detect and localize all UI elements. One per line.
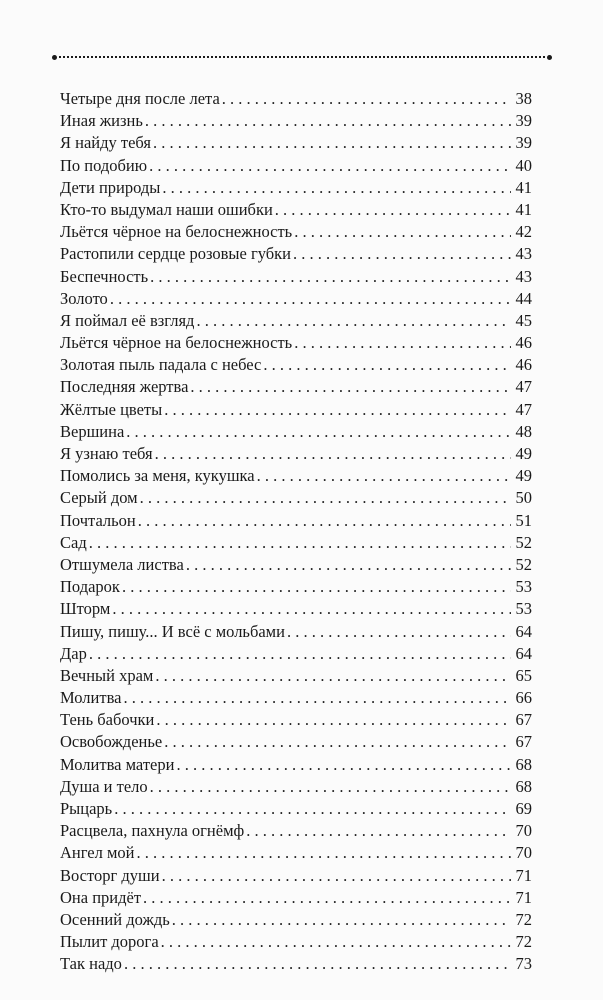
toc-entry-page: 47 — [515, 399, 532, 419]
toc-dot-leader — [137, 842, 512, 864]
toc-entry — [60, 731, 532, 753]
toc-entry-page: 64 — [515, 621, 532, 641]
toc-entry-title: Подарок — [60, 577, 120, 597]
toc-dot-leader — [112, 598, 511, 620]
toc-entry-page: 70 — [515, 821, 532, 841]
toc-entry-title: Пылит дорога — [60, 932, 159, 952]
toc-entry — [60, 931, 532, 953]
toc-entry — [60, 354, 532, 376]
toc-entry — [60, 909, 532, 931]
toc-entry-title: Сад — [60, 532, 87, 552]
toc-entry-page: 39 — [515, 111, 532, 131]
toc-entry-page: 67 — [515, 732, 532, 752]
toc-entry-title: Молитва — [60, 688, 122, 708]
toc-entry-title: Освобожденье — [60, 732, 163, 752]
toc-entry-page: 40 — [515, 155, 532, 175]
toc-entry-page: 50 — [515, 488, 532, 508]
toc-dot-leader — [172, 909, 511, 931]
toc-entry-title: Растопили сердце розовые губки — [60, 244, 292, 264]
toc-entry — [60, 399, 532, 421]
toc-entry-title: Жёлтые цветы — [60, 399, 163, 419]
toc-entry-page: 49 — [515, 466, 532, 486]
toc-dot-leader — [122, 576, 511, 598]
toc-dot-leader — [143, 887, 511, 909]
toc-entry-title: Последняя жертва — [60, 377, 189, 397]
toc-dot-leader — [294, 332, 511, 354]
toc-entry-page: 72 — [515, 932, 532, 952]
toc-entry-title: Вечный храм — [60, 665, 154, 685]
toc-entry — [60, 266, 532, 288]
toc-entry — [60, 288, 532, 310]
toc-entry-page: 53 — [515, 599, 532, 619]
toc-entry — [60, 465, 532, 487]
toc-entry — [60, 820, 532, 842]
toc-entry — [60, 132, 532, 154]
toc-entry-page: 52 — [515, 532, 532, 552]
toc-entry-page: 68 — [515, 754, 532, 774]
toc-entry-title: Душа и тело — [60, 776, 148, 796]
toc-entry-page: 39 — [515, 133, 532, 153]
toc-dot-leader — [257, 465, 511, 487]
toc-entry — [60, 155, 532, 177]
toc-dot-leader — [150, 266, 511, 288]
toc-dot-leader — [155, 665, 511, 687]
toc-entry-page: 43 — [515, 244, 532, 264]
toc-entry-page: 68 — [515, 776, 532, 796]
toc-entry — [60, 510, 532, 532]
toc-entry-title: Золото — [60, 288, 108, 308]
toc-entry-page: 43 — [515, 266, 532, 286]
toc-entry-page: 73 — [515, 954, 532, 974]
toc-entry-title: Дар — [60, 643, 87, 663]
toc-dot-leader — [162, 177, 511, 199]
toc-entry-title: Я найду тебя — [60, 133, 151, 153]
toc-entry — [60, 554, 532, 576]
toc-entry-title: Тень бабочки — [60, 710, 155, 730]
toc-dot-leader — [190, 376, 511, 398]
toc-entry-page: 67 — [515, 710, 532, 730]
toc-entry-page: 52 — [515, 554, 532, 574]
toc-entry-title: Почтальон — [60, 510, 136, 530]
toc-entry — [60, 665, 532, 687]
toc-dot-leader — [153, 132, 511, 154]
toc-entry-page: 44 — [515, 288, 532, 308]
toc-entry — [60, 310, 532, 332]
toc-entry-page: 38 — [515, 89, 532, 108]
toc-entry-title: Беспечность — [60, 266, 149, 286]
toc-entry — [60, 776, 532, 798]
toc-entry-page: 46 — [515, 333, 532, 353]
toc-entry-page: 47 — [515, 377, 532, 397]
toc-entry — [60, 443, 532, 465]
toc-entry-title: Помолись за меня, кукушка — [60, 466, 255, 486]
toc-entry-title: По подобию — [60, 155, 148, 175]
toc-entry-page: 46 — [515, 355, 532, 375]
toc-entry-page: 66 — [515, 688, 532, 708]
toc-dot-leader — [164, 399, 511, 421]
toc-entry-title: Вершина — [60, 421, 125, 441]
toc-entry-page: 71 — [515, 865, 532, 885]
toc-dot-leader — [161, 931, 511, 953]
toc-entry-title: Она придёт — [60, 887, 142, 907]
toc-dot-leader — [162, 865, 511, 887]
toc-entry-page: 64 — [515, 643, 532, 663]
toc-entry — [60, 376, 532, 398]
toc-entry — [60, 421, 532, 443]
top-dotted-rule — [52, 53, 552, 61]
toc-entry-title: Так надо — [60, 954, 122, 974]
toc-entry-page: 42 — [515, 222, 532, 242]
toc-dot-leader — [155, 443, 511, 465]
toc-entry — [60, 687, 532, 709]
toc-entry — [60, 199, 532, 221]
toc-entry-title: Кто-то выдумал наши ошибки — [60, 199, 273, 219]
toc-dot-leader — [138, 510, 511, 532]
toc-dot-leader — [126, 421, 511, 443]
toc-entry — [60, 487, 532, 509]
toc-entry-title: Восторг души — [60, 865, 160, 885]
rule-dotted-line — [59, 56, 545, 58]
toc-entry — [60, 221, 532, 243]
toc-entry — [60, 754, 532, 776]
toc-dot-leader — [164, 731, 511, 753]
toc-dot-leader — [156, 709, 511, 731]
toc-entry — [60, 177, 532, 199]
toc-entry — [60, 953, 532, 975]
toc-dot-leader — [293, 243, 511, 265]
toc-entry-page: 70 — [515, 843, 532, 863]
toc-entry-title: Золотая пыль падала с небес — [60, 355, 262, 375]
toc-entry-title: Я узнаю тебя — [60, 444, 153, 463]
toc-entry-page: 53 — [515, 577, 532, 597]
toc-entry-page: 49 — [515, 444, 532, 463]
toc-dot-leader — [124, 953, 511, 975]
toc-dot-leader — [275, 199, 511, 221]
toc-dot-leader — [149, 155, 511, 177]
toc-dot-leader — [196, 310, 511, 332]
toc-entry — [60, 643, 532, 665]
toc-entry-title: Дети природы — [60, 177, 161, 197]
toc-entry-title: Молитва матери — [60, 754, 175, 774]
toc-entry-page: 48 — [515, 421, 532, 441]
toc-dot-leader — [222, 88, 511, 110]
toc-entry — [60, 332, 532, 354]
toc-dot-leader — [150, 776, 511, 798]
toc-entry — [60, 621, 532, 643]
toc-entry-title: Льётся чёрное на белоснежность — [60, 222, 293, 242]
toc-entry-title: Пишу, пишу... И всё с мольбами — [60, 621, 285, 641]
toc-entry — [60, 88, 532, 110]
toc-dot-leader — [114, 798, 511, 820]
rule-right-dot — [547, 55, 552, 60]
toc-entry-title: Я поймал её взгляд — [60, 310, 195, 330]
toc-entry-page: 51 — [515, 510, 532, 530]
toc-entry — [60, 598, 532, 620]
toc-dot-leader — [123, 687, 511, 709]
toc-dot-leader — [294, 221, 511, 243]
toc-entry-title: Серый дом — [60, 488, 138, 508]
toc-entry-title: Четыре дня после лета — [60, 89, 220, 108]
toc-entry — [60, 243, 532, 265]
toc-entry-title: Отшумела листва — [60, 554, 184, 574]
toc-entry-title: Шторм — [60, 599, 111, 619]
toc-dot-leader — [246, 820, 511, 842]
toc-entry-page: 41 — [515, 199, 532, 219]
toc-dot-leader — [110, 288, 511, 310]
table-of-contents — [60, 88, 532, 976]
toc-entry — [60, 798, 532, 820]
toc-entry-page: 69 — [515, 799, 532, 818]
toc-entry — [60, 865, 532, 887]
toc-entry-title: Расцвела, пахнула огнёмф — [60, 821, 245, 841]
toc-entry — [60, 709, 532, 731]
toc-entry-title: Осенний дождь — [60, 909, 170, 929]
toc-entry-page: 72 — [515, 909, 532, 929]
toc-entry-page: 65 — [515, 665, 532, 685]
toc-entry — [60, 887, 532, 909]
toc-dot-leader — [263, 354, 511, 376]
toc-dot-leader — [89, 532, 511, 554]
toc-dot-leader — [89, 643, 511, 665]
toc-dot-leader — [145, 110, 511, 132]
toc-entry — [60, 576, 532, 598]
rule-left-dot — [52, 55, 57, 60]
toc-dot-leader — [186, 554, 511, 576]
toc-entry — [60, 532, 532, 554]
toc-entry-page: 45 — [515, 310, 532, 330]
toc-dot-leader — [287, 621, 511, 643]
toc-dot-leader — [176, 754, 511, 776]
toc-entry — [60, 110, 532, 132]
toc-entry-page: 71 — [515, 887, 532, 907]
toc-entry-title: Иная жизнь — [60, 111, 143, 131]
toc-entry-title: Льётся чёрное на белоснежность — [60, 333, 293, 353]
toc-entry-title: Ангел мой — [60, 843, 135, 863]
toc-entry-title: Рыцарь — [60, 799, 113, 818]
toc-entry-page: 41 — [515, 177, 532, 197]
toc-dot-leader — [140, 487, 511, 509]
toc-entry — [60, 842, 532, 864]
